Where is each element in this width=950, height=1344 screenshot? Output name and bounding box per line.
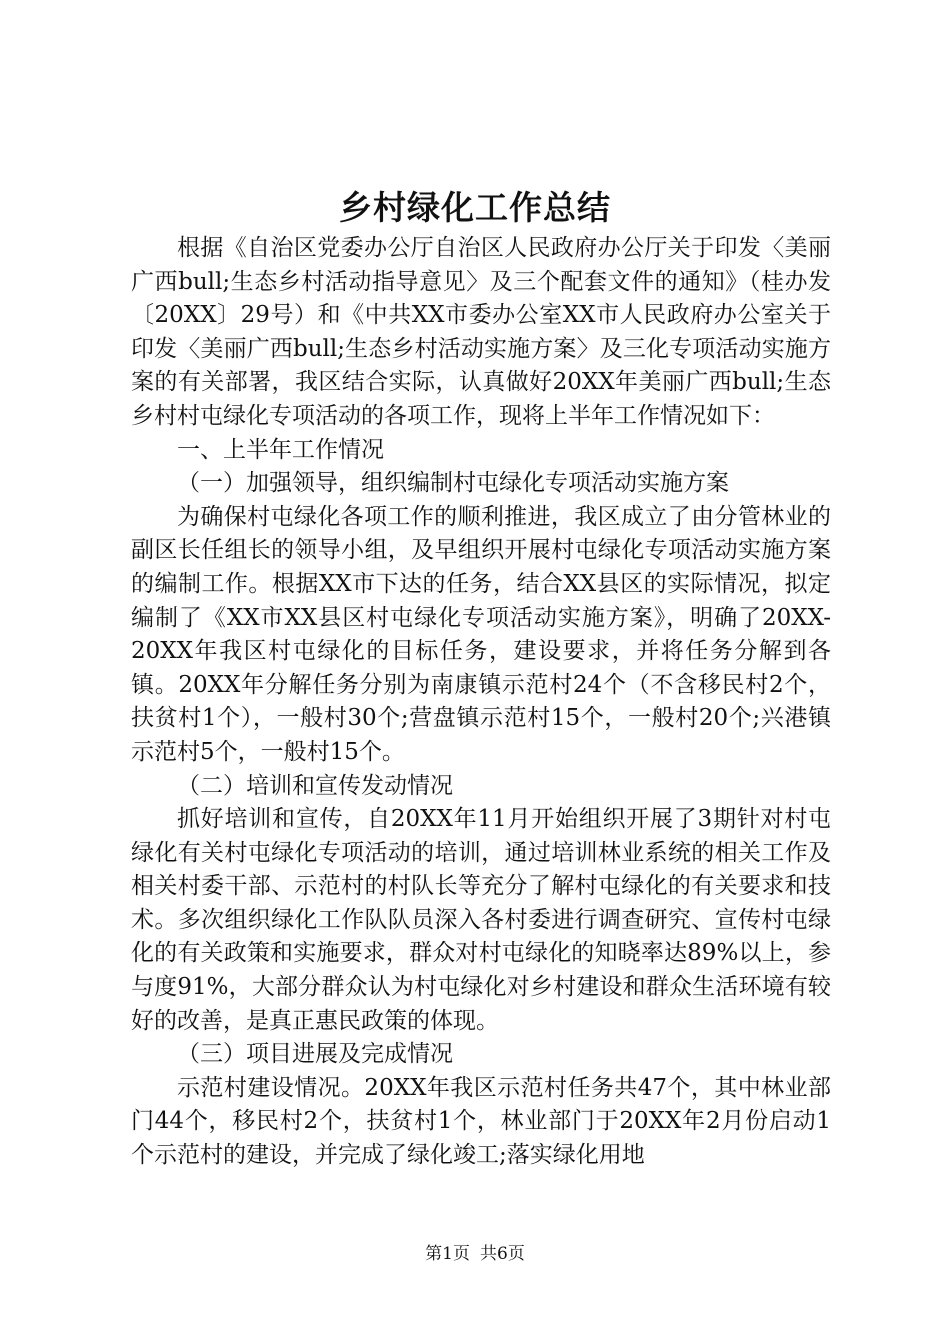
subsection-heading-3: （三）项目进展及完成情况 — [177, 1041, 453, 1068]
document-title: 乡村绿化工作总结 — [339, 188, 611, 227]
body-paragraph-3: 示范村建设情况。20XX年我区示范村任务共47个，其中林业部门44个，移民村2个，扶贫村1个，林业部门于20XX年2月份启动1个示范村的建设，并完成了绿化竣工;落实绿化用地 — [131, 1074, 831, 1169]
section-heading-1: 一、上半年工作情况 — [177, 436, 384, 463]
intro-paragraph: 根据《自治区党委办公厅自治区人民政府办公厅关于印发〈美丽广西bull;生态乡村活动指导意见〉及三个配套文件的通知》（桂办发〔20XX〕29号）和《中共XX市委办公室XX市人民政府办公室关于印发〈美丽广西bull;生态乡村活动实施方案〉及三化专项活动实施方案的有关部署，我区结合实际，认真做好20XX年美丽广西bull;生态乡村村屯绿化专项活动的各项工作，现将上半年工作情况如下： — [131, 235, 831, 429]
page-total: 共6页 — [480, 1244, 525, 1264]
body-paragraph-1: 为确保村屯绿化各项工作的顺利推进，我区成立了由分管林业的副区长任组长的领导小组，及早组织开展村屯绿化专项活动实施方案的编制工作。根据XX市下达的任务，结合XX县区的实际情况，拟定编制了《XX市XX县区村屯绿化专项活动实施方案》，明确了20XX-20XX年我区村屯绿化的目标任务，建设要求，并将任务分解到各镇。20XX年分解任务分别为南康镇示范村24个（不含移民村2个，扶贫村1个），一般村30个;营盘镇示范村15个，一般村20个;兴港镇示范村5个，一般村15个。 — [131, 503, 831, 765]
page-footer — [0, 1242, 950, 1266]
subsection-heading-1: （一）加强领导，组织编制村屯绿化专项活动实施方案 — [177, 470, 729, 497]
document-body — [131, 232, 831, 1173]
body-paragraph-2: 抓好培训和宣传，自20XX年11月开始组织开展了3期针对村屯绿化有关村屯绿化专项活动的培训，通过培训林业系统的相关工作及相关村委干部、示范村的村队长等充分了解村屯绿化的有关要求和技术。多次组织绿化工作队队员深入各村委进行调查研究、宣传村屯绿化的有关政策和实施要求，群众对村屯绿化的知晓率达89%以上，参与度91%，大部分群众认为村屯绿化对乡村建设和群众生活环境有较好的改善，是真正惠民政策的体现。 — [131, 806, 831, 1034]
subsection-heading-2: （二）培训和宣传发动情况 — [177, 772, 453, 799]
page-number: 第1页 — [425, 1244, 470, 1264]
